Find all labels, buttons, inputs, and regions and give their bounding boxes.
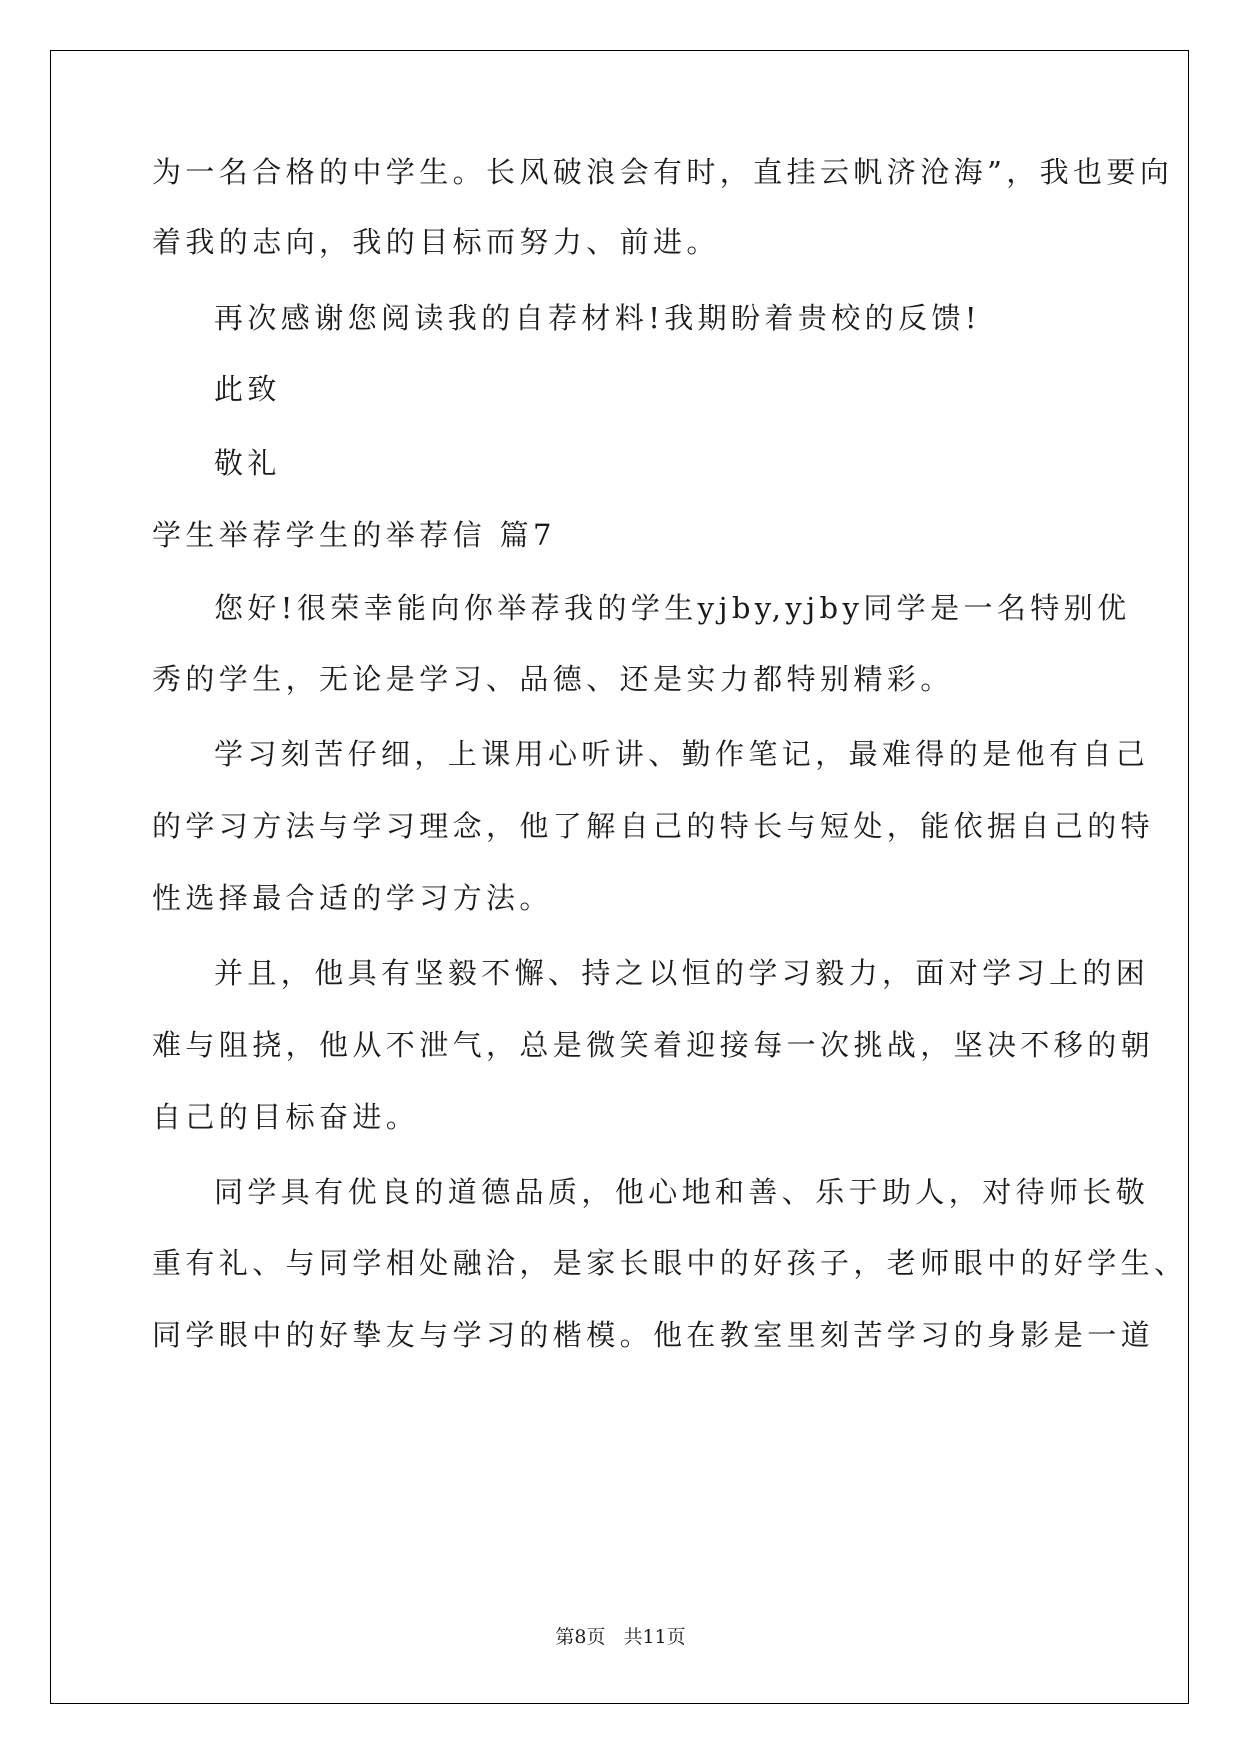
body-line: 的学习方法与学习理念，他了解自己的特长与短处，能依据自己的特 [152,809,1155,843]
total-page-count: 共11页 [623,1626,686,1648]
body-line: 学习刻苦仔细，上课用心听讲、勤作笔记，最难得的是他有自己 [214,737,1150,771]
body-line: 性选择最合适的学习方法。 [152,881,553,915]
closing-salutation: 此致 [214,372,281,406]
page-border [50,50,1189,1704]
page-footer [0,1625,1241,1649]
body-line: 重有礼、与同学相处融洽，是家长眼中的好孩子，老师眼中的好学生、 [152,1246,1188,1280]
section-heading: 学生举荐学生的举荐信 篇7 [152,518,556,552]
body-line: 同学具有优良的道德品质，他心地和善、乐于助人，对待师长敬 [214,1175,1150,1209]
body-line: 秀的学生，无论是学习、品德、还是实力都特别精彩。 [152,662,954,696]
closing-regards: 敬礼 [214,446,281,480]
body-line: 着我的志向，我的目标而努力、前进。 [152,225,720,259]
body-line: 您好!很荣幸能向你举荐我的学生yjby,yjby同学是一名特别优 [214,591,1131,625]
body-line: 再次感谢您阅读我的自荐材料!我期盼着贵校的反馈! [214,301,981,335]
current-page-number: 第8页 [555,1626,606,1648]
body-line: 为一名合格的中学生。长风破浪会有时，直挂云帆济沧海”，我也要向 [152,155,1174,189]
body-line: 同学眼中的好挚友与学习的楷模。他在教室里刻苦学习的身影是一道 [152,1318,1155,1352]
body-line: 自己的目标奋进。 [152,1100,420,1134]
body-line: 并且，他具有坚毅不懈、持之以恒的学习毅力，面对学习上的困 [214,956,1150,990]
body-line: 难与阻挠，他从不泄气，总是微笑着迎接每一次挑战，坚决不移的朝 [152,1028,1155,1062]
